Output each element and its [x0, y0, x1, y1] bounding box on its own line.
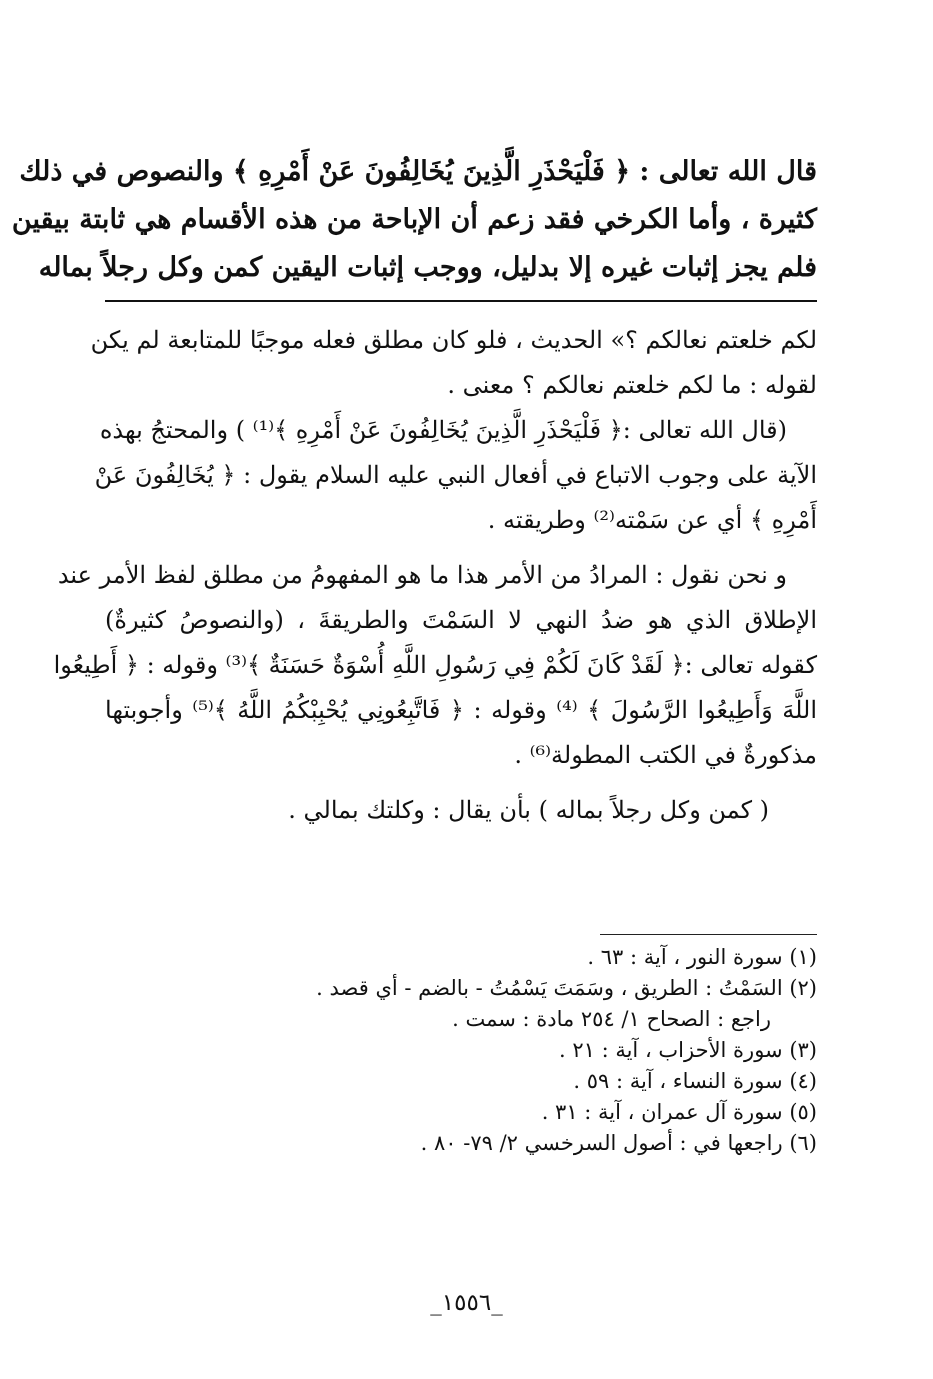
commentary-line: أَمْرِهِ ﴾ أي عن سَمْته⁽²⁾ وطريقته .: [487, 506, 817, 534]
commentary-line: الآية على وجوب الاتباع في أفعال النبي عليه السلام يقول : ﴿ يُخَالِفُونَ عَنْ: [94, 461, 817, 489]
footnotes-block: [300, 942, 817, 1159]
footnote: (٥) سورة آل عمران ، آية : ٣١ .: [541, 1100, 817, 1124]
footnote: (٤) سورة النساء ، آية : ٥٩ .: [573, 1069, 817, 1093]
page-number: _١٥٥٦_: [430, 1290, 503, 1316]
footnote: (٣) سورة الأحزاب ، آية : ٢١ .: [558, 1038, 817, 1062]
footnote: (٦) راجعها في : أصول السرخسي ٢/ ٧٩- ٨٠ .: [420, 1131, 817, 1155]
commentary-line: (قال الله تعالى :﴿ فَلْيَحْذَرِ الَّذِينَ يُخَالِفُونَ عَنْ أَمْرِهِ ﴾⁽¹⁾ ) والمحتجُ بهذه: [99, 416, 787, 444]
commentary-line: مذكورةٌ في الكتب المطولة⁽⁶⁾ .: [514, 741, 817, 769]
commentary-line: اللَّهَ وَأَطِيعُوا الرَّسُولَ ﴾ ⁽⁴⁾ وقوله : ﴿ فَاتَّبِعُونِي يُحْبِبْكُمُ اللَّهُ ﴾⁽⁵⁾ وأجوبتها: [105, 696, 817, 724]
commentary-paragraph: [94, 408, 817, 543]
footnote: (٢) السَمْتُ : الطريق ، وسَمَتَ يَسْمُتُ - بالضم - أي قصد .: [316, 976, 817, 1000]
footnote-separator-rule: [600, 934, 817, 935]
commentary-line: كقوله تعالى :﴿ لَقَدْ كَانَ لَكُمْ فِي رَسُولِ اللَّهِ أُسْوَةٌ حَسَنَةٌ ﴾⁽³⁾ وقوله : ﴿ أَطِيعُوا: [53, 651, 817, 679]
commentary-line: لقوله : ما لكم خلعتم نعالكم ؟ معنى .: [447, 371, 817, 399]
commentary-line: ( كمن وكل رجلاً بماله ) بأن يقال : وكلتك بمالي .: [288, 796, 769, 824]
matn-line: كثيرة ، وأما الكرخي فقد زعم أن الإباحة من هذه الأقسام هي ثابتة بيقين: [11, 204, 817, 235]
matn-text-block: [11, 148, 817, 292]
commentary-paragraph: [105, 788, 817, 833]
commentary-line: و نحن نقول : المرادُ من الأمر هذا ما هو المفهومُ من مطلق لفظ الأمر عند: [57, 561, 787, 589]
matn-separator-rule: [105, 300, 817, 302]
matn-line: قال الله تعالى : ﴿ فَلْيَحْذَرِ الَّذِينَ يُخَالِفُونَ عَنْ أَمْرِهِ ﴾ والنصوص في ذلك: [19, 156, 817, 187]
footnote: (١) سورة النور ، آية : ٦٣ .: [587, 945, 817, 969]
matn-line: فلم يجز إثبات غيره إلا بدليل، ووجب إثبات اليقين كمن وكل رجلاً بماله: [38, 252, 817, 283]
footnote-continuation: راجع : الصحاح ١/ ٢٥٤ مادة : سمت .: [452, 1007, 771, 1031]
commentary-paragraph: [53, 553, 817, 778]
commentary-line: لكم خلعتم نعالكم ؟» الحديث ، فلو كان مطلق فعله موجبًا للمتابعة لم يكن: [90, 326, 817, 354]
commentary-line: الإطلاق الذي هو ضدُ النهي لا السَمْتَ والطريقةَ ، (والنصوصُ كثيرةٌ): [105, 606, 817, 634]
commentary-text-block: [53, 318, 817, 833]
commentary-paragraph: [90, 318, 817, 408]
